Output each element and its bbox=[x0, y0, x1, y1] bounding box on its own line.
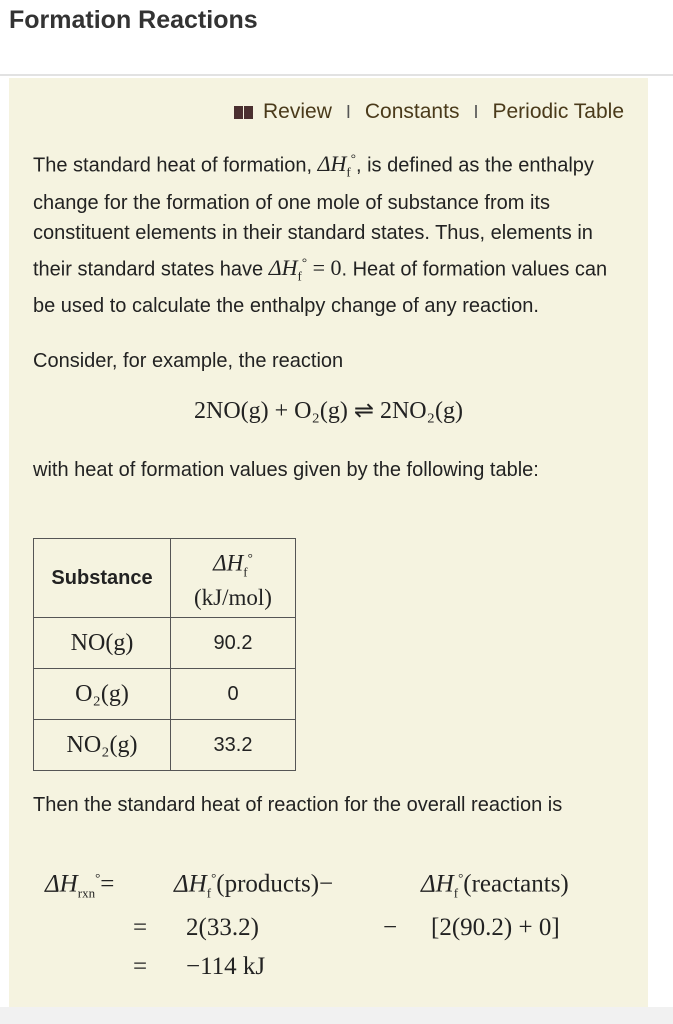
with-text: with heat of formation values given by the following table: bbox=[33, 459, 539, 481]
math-dhf: $\Delta H_f^\circ = 0$ bbox=[268, 254, 342, 284]
calc-result: −114 kJ bbox=[186, 953, 266, 980]
intro-text: The standard heat of formation, bbox=[33, 154, 318, 177]
calc-line2-left: 2(33.2) bbox=[186, 914, 259, 941]
calc-reactants: $\Delta H_f^\circ(reactants)$ bbox=[421, 870, 569, 901]
calc-lhs: $\Delta H_{rxn}^\circ=$ bbox=[45, 870, 115, 901]
intro-text: , is defined as the enthalpy change for the formation of one mole of substance from its constituent elements in their standard states. Thus, elements in their standard states have bbox=[33, 154, 594, 281]
math-dhf: $\Delta H_f^\circ$ bbox=[317, 151, 356, 180]
table-row: NO(g) 90.2 bbox=[34, 618, 296, 669]
then-text: Then the standard heat of reaction for the overall reaction is bbox=[33, 794, 563, 816]
review-link[interactable]: Review bbox=[263, 100, 332, 123]
divider bbox=[0, 74, 673, 76]
header-dhf: $\Delta H_f^\circ$ (kJ/mol) bbox=[171, 539, 296, 618]
resource-links bbox=[234, 100, 624, 124]
constants-link[interactable]: Constants bbox=[364, 100, 460, 123]
table-row: NO₂(g) 33.2 bbox=[34, 720, 296, 771]
separator: I bbox=[473, 101, 479, 122]
table-row: O₂(g) 0 bbox=[34, 669, 296, 720]
footer-bar bbox=[0, 1007, 673, 1024]
intro-paragraph bbox=[33, 144, 633, 321]
separator: I bbox=[345, 101, 351, 122]
reaction-equation: 2NO(g) + O₂(g) ⇌ 2NO₂(g) bbox=[194, 398, 463, 424]
periodic-table-link[interactable]: Periodic Table bbox=[492, 100, 624, 123]
header-substance: Substance bbox=[34, 539, 171, 618]
calc-minus: − bbox=[383, 914, 398, 941]
calc-equals: = bbox=[133, 914, 148, 941]
heat-of-formation-table bbox=[33, 538, 296, 771]
problem-panel bbox=[9, 78, 648, 1007]
table-header bbox=[34, 539, 296, 618]
calc-equals: = bbox=[133, 953, 148, 980]
calc-products: $\Delta H_f^\circ(products)-$ bbox=[174, 870, 334, 901]
book-icon bbox=[234, 106, 253, 119]
consider-text: Consider, for example, the reaction bbox=[33, 350, 344, 372]
intro-text: . Heat of formation values can be used to calculate the enthalpy change of any reaction. bbox=[33, 258, 608, 318]
calc-line2-right: [2(90.2) + 0] bbox=[431, 914, 560, 941]
page-title: Formation Reactions bbox=[9, 6, 258, 34]
